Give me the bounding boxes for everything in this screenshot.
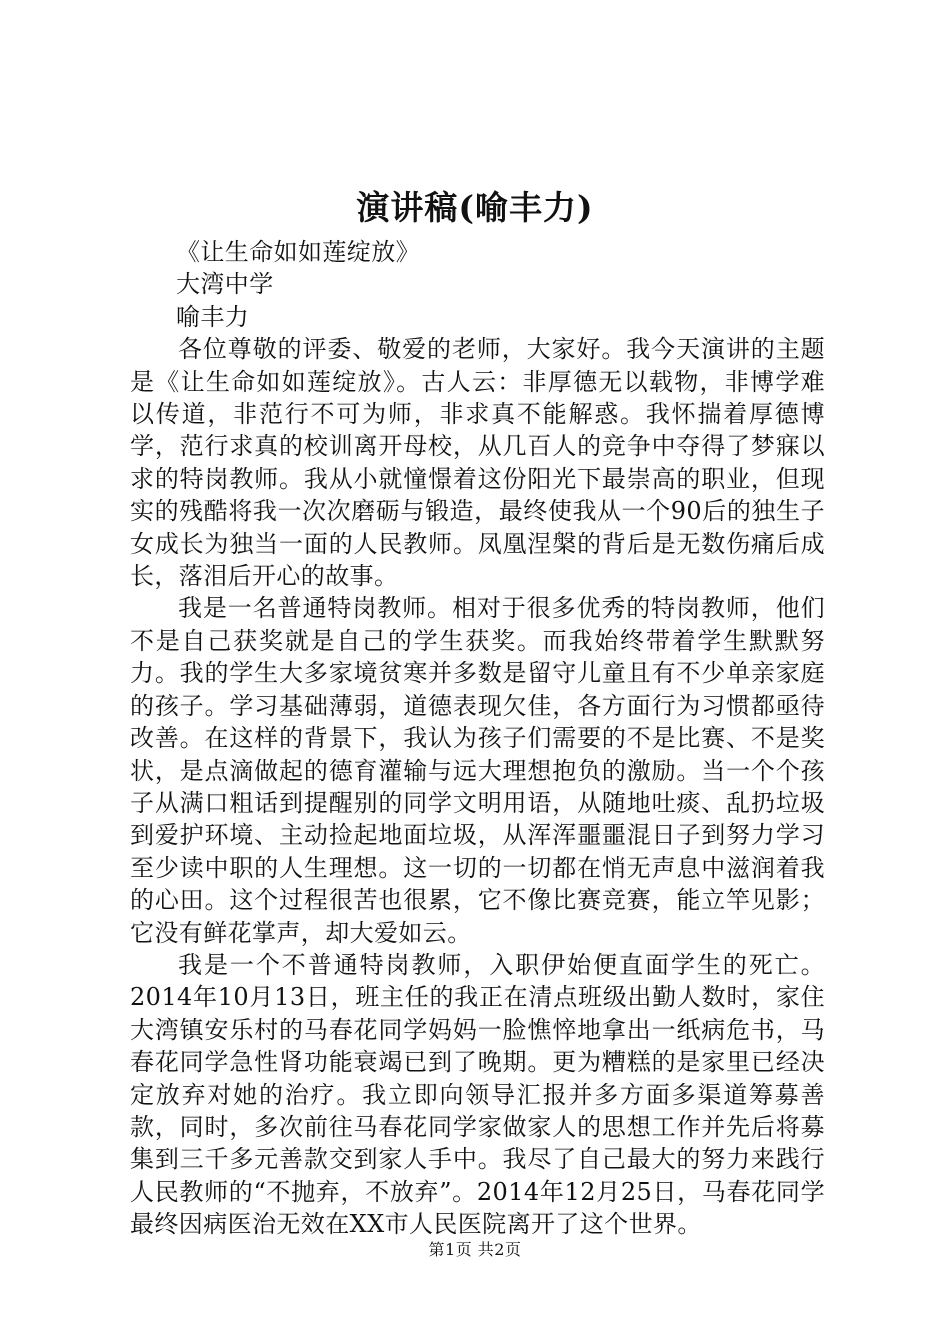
school-name: 大湾中学 bbox=[176, 270, 274, 299]
paragraph-3: 我是一个不普通特岗教师，入职伊始便直面学生的死亡。2014年10月13日，班主任的我正在清点班级出勤人数时，家住大湾镇安乐村的马春花同学妈妈一脸憔悴地拿出一纸病危书，马春花同学急性肾功能衰竭已到了晚期。更为糟糕的是家里已经决定放弃对她的治疗。我立即向领导汇报并多方面多渠道筹募善款，同时，多次前往马春花同学家做家人的思想工作并先后将募集到三千多元善款交到家人手中。我尽了自己最大的努力来践行人民教师的“不抛弃，不放弃”。2014年12月25日，马春花同学最终因病医治无效在XX市人民医院离开了这个世界。 bbox=[130, 950, 825, 1239]
paragraph-2: 我是一名普通特岗教师。相对于很多优秀的特岗教师，他们不是自己获奖就是自己的学生获奖。而我始终带着学生默默努力。我的学生大多家境贫寒并多数是留守儿童且有不少单亲家庭的孩子。学习基础薄弱，道德表现欠佳，各方面行为习惯都亟待改善。在这样的背景下，我认为孩子们需要的不是比赛、不是奖状，是点滴做起的德育灌输与远大理想抱负的激励。当一个个孩子从满口粗话到提醒别的同学文明用语，从随地吐痰、乱扔垃圾到爱护环境、主动捡起地面垃圾，从浑浑噩噩混日子到努力学习至少读中职的人生理想。这一切的一切都在悄无声息中滋润着我的心田。这个过程很苦也很累，它不像比赛竞赛，能立竿见影；它没有鲜花掌声，却大爱如云。 bbox=[130, 594, 825, 947]
document-title: 演讲稿(喻丰力) bbox=[356, 188, 594, 227]
page-footer: 第1页 共2页 bbox=[428, 1240, 522, 1259]
author-name: 喻丰力 bbox=[176, 302, 250, 331]
document-body bbox=[130, 236, 825, 1241]
paragraph-1: 各位尊敬的评委、敬爱的老师，大家好。我今天演讲的主题是《让生命如如莲绽放》。古人云：非厚德无以载物，非博学难以传道，非范行不可为师，非求真不能解惑。我怀揣着厚德博学，范行求真的校训离开母校，从几百人的竞争中夺得了梦寐以求的特岗教师。我从小就憧憬着这份阳光下最崇高的职业，但现实的残酷将我一次次磨砺与锻造，最终使我从一个90后的独生子女成长为独当一面的人民教师。凤凰涅槃的背后是无数伤痛后成长，落泪后开心的故事。 bbox=[130, 335, 825, 591]
speech-subtitle: 《让生命如如莲绽放》 bbox=[176, 238, 420, 266]
